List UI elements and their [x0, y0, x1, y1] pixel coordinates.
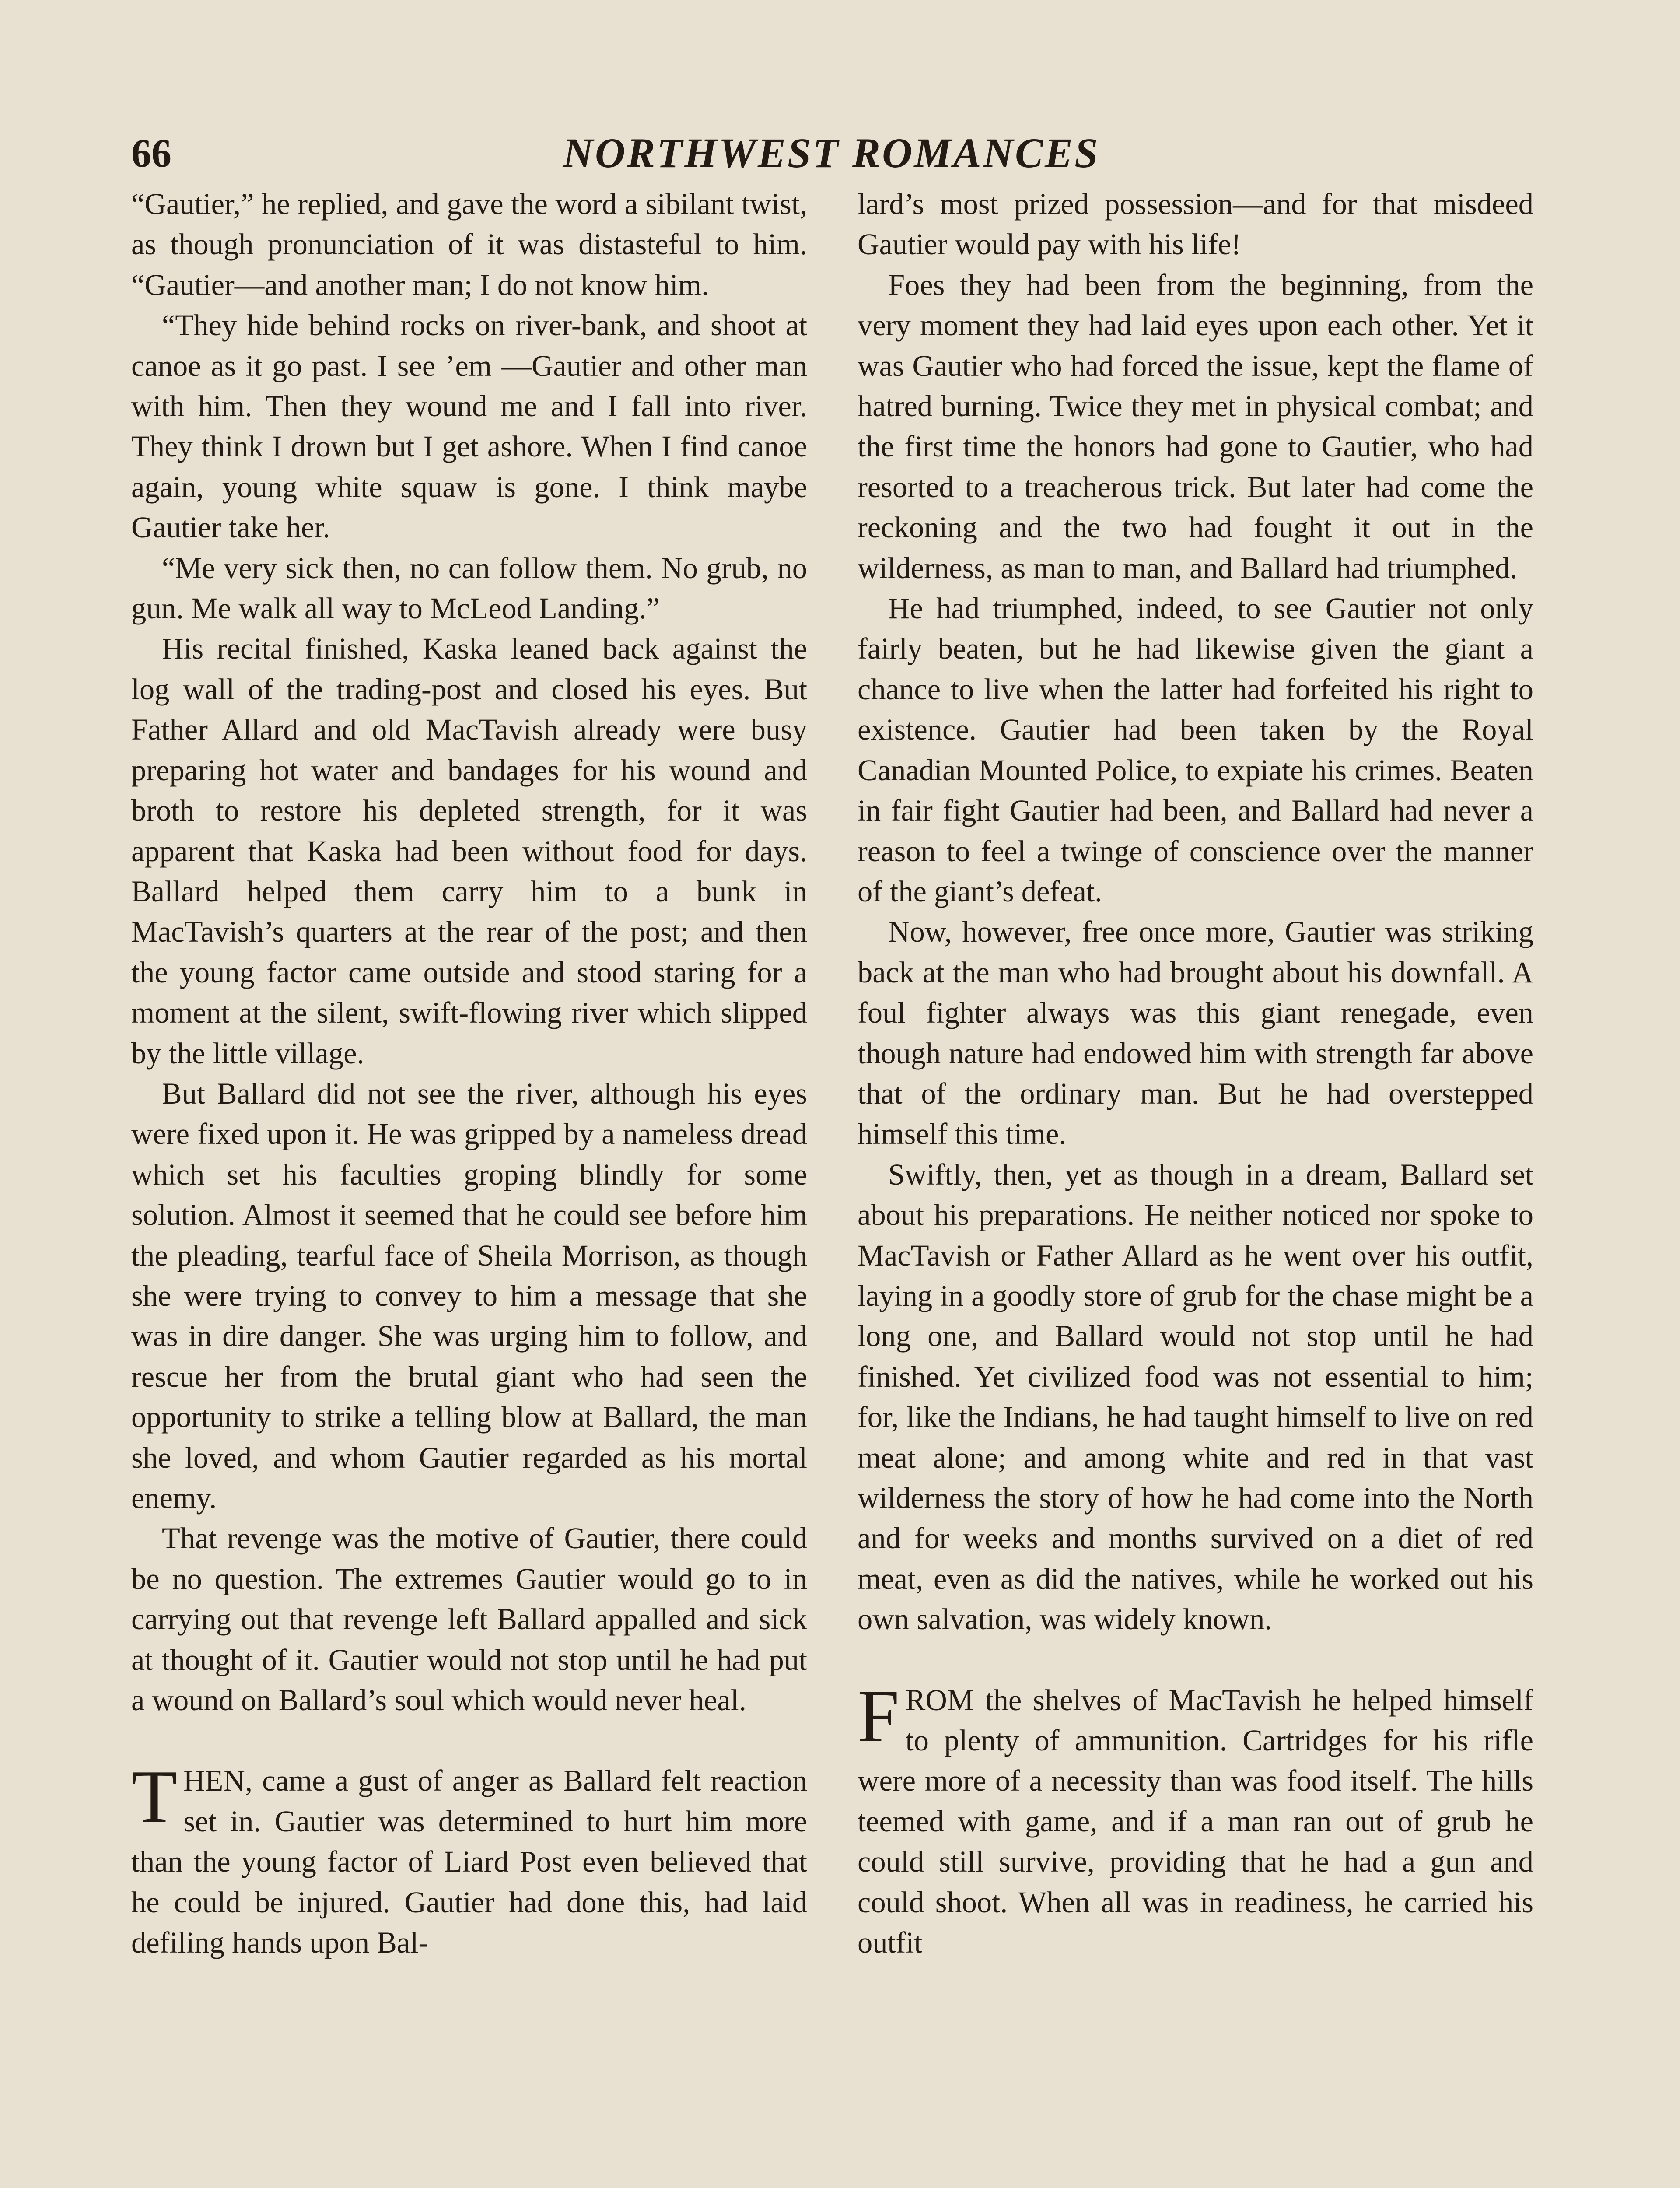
- section-start-paragraph: THEN, came a gust of anger as Ballard felt reaction set in. Gautier was determined to hurt him more than the young factor of Liard Post even believed that he could be injured. Gautier had done this, had laid defiling hands upon Bal-: [131, 1755, 807, 1960]
- paragraph: He had triumphed, indeed, to see Gautier not only fairly beaten, but he had likewise given the giant a chance to live when the latter had forfeited his right to existence. Gautier had been taken by the Royal Canadian Mounted Police, to expiate his crimes. Beaten in fair fight Gautier had been, and Ballard had never a reason to feel a twinge of conscience over the manner of the giant’s defeat.: [858, 592, 1533, 908]
- paragraph: lard’s most prized possession—and for that misdeed Gautier would pay with his life!: [858, 187, 1533, 261]
- paragraph: But Ballard did not see the river, although his eyes were fixed upon it. He was gripped by a nameless dread which set his faculties groping blindly for some solution. Almost it seemed that he could see before him the pleading, tearful face of Sheila Morrison, as though she were trying to convey to him a message that she was in dire danger. She was urging him to follow, and rescue her from the brutal giant who had seen the opportunity to strike a telling blow at Ballard, the man she loved, and whom Gautier regarded as his mortal enemy.: [131, 1076, 807, 1515]
- right-text-column: [858, 184, 1533, 1963]
- page-header: [131, 127, 1531, 188]
- paragraph: “They hide behind rocks on river-bank, and shoot at canoe as it go past. I see ’em —Gautier and other man with him. Then they wound me and I fall into river. They think I drown but I get ashore. When I find canoe again, young white squaw is gone. I think maybe Gautier take her.: [131, 309, 807, 544]
- paragraph: Foes they had been from the beginning, from the very moment they had laid eyes upon each other. Yet it was Gautier who had forced the issue, kept the flame of hatred burning. Twice they met in physical combat; and the first time the honors had gone to Gautier, who had resorted to a treacherous trick. But later had come the reckoning and the two had fought it out in the wilderness, as man to man, and Ballard had triumphed.: [858, 268, 1533, 585]
- paragraph: Now, however, free once more, Gautier was striking back at the man who had brought about his downfall. A foul fighter always was this giant renegade, even though nature had endowed him with strength far above that of the ordinary man. But he had overstepped himself this time.: [858, 915, 1533, 1151]
- running-title: NORTHWEST ROMANCES: [563, 130, 1100, 176]
- paragraph: “Me very sick then, no can follow them. No grub, no gun. Me walk all way to McLeod Landing.”: [131, 551, 807, 625]
- drop-cap: T: [131, 1755, 178, 1839]
- drop-cap: F: [858, 1674, 900, 1758]
- paragraph: Swiftly, then, yet as though in a dream, Ballard set about his preparations. He neither noticed nor spoke to MacTavish or Father Allard as he went over his outfit, laying in a goodly store of grub for the chase might be a long one, and Ballard would not stop until he had finished. Yet civilized food was not essential to him; for, like the Indians, he had taught himself to live on red meat alone; and among white and red in that vast wilderness the story of how he had come into the North and for weeks and months survived on a diet of red meat, even as did the natives, while he worked out his own salvation, was widely known.: [858, 1157, 1533, 1636]
- page-number: 66: [131, 131, 172, 175]
- section-start-paragraph: FROM the shelves of MacTavish he helped himself to plenty of ammunition. Cartridges for his rifle were more of a necessity than was food itself. The hills teemed with game, and if a man ran out of grub he could still survive, providing that he had a gun and could shoot. When all was in readiness, he carried his outfit: [858, 1674, 1533, 1960]
- paragraph: “Gautier,” he replied, and gave the word a sibilant twist, as though pronunciation of it was distasteful to him. “Gautier—and another man; I do not know him.: [131, 187, 807, 302]
- paragraph: That revenge was the motive of Gautier, there could be no question. The extremes Gautier would go to in carrying out that revenge left Ballard appalled and sick at thought of it. Gautier would not stop until he had put a wound on Ballard’s soul which would never heal.: [131, 1522, 807, 1717]
- left-text-column: [131, 184, 807, 1963]
- paragraph: His recital finished, Kaska leaned back against the log wall of the trading-post and closed his eyes. But Father Allard and old MacTavish already were busy preparing hot water and bandages for his wound and broth to restore his depleted strength, for it was apparent that Kaska had been without food for days. Ballard helped them carry him to a bunk in MacTavish’s quarters at the rear of the post; and then the young factor came outside and stood staring for a moment at the silent, swift-flowing river which slipped by the little village.: [131, 632, 807, 1070]
